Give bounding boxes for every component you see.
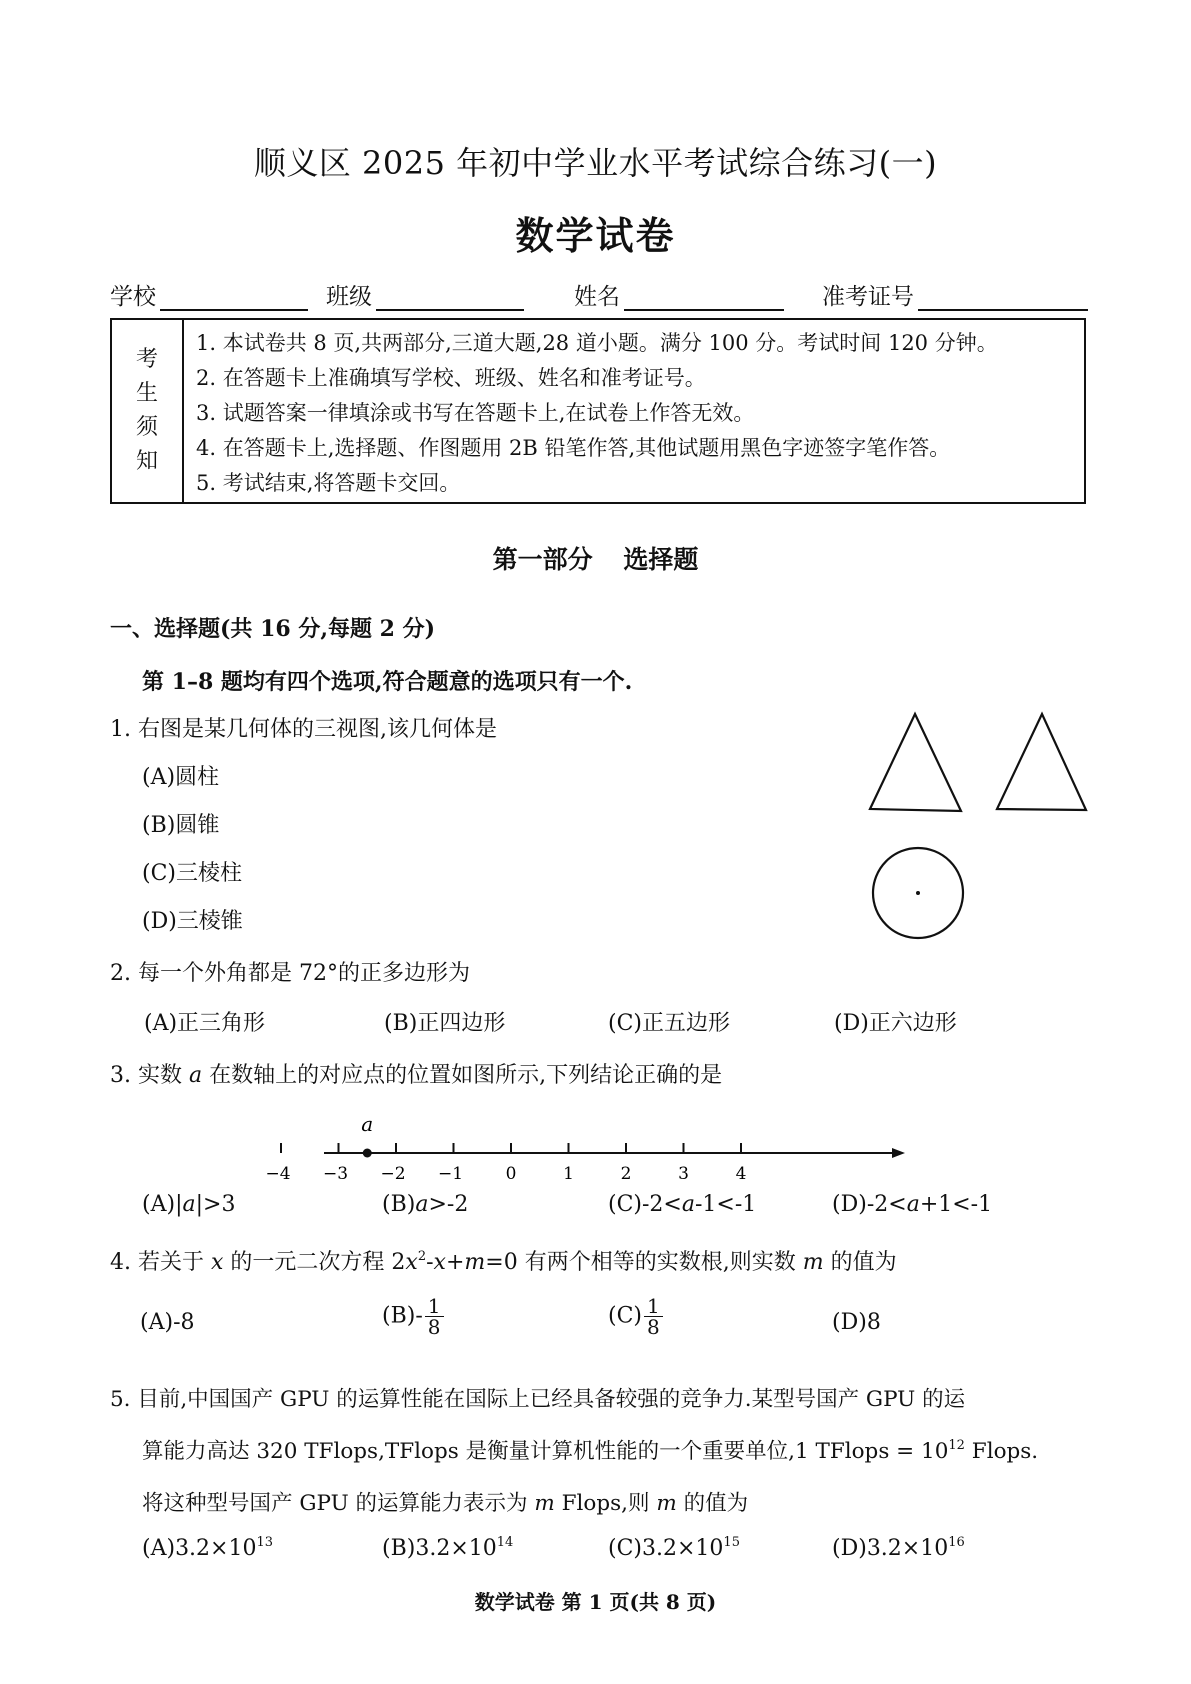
question-3-option-d[interactable] [832,1192,992,1217]
option-label: (B) [382,1192,416,1217]
notice-side-char: 知 [135,449,158,474]
option-text: |>3 [195,1192,236,1217]
variable-m: m [464,1250,486,1275]
exam-id-blank[interactable] [918,283,1088,311]
exponent: 15 [723,1535,740,1550]
question-4-option-d[interactable] [832,1310,881,1335]
candidate-notice-box [110,318,1086,504]
stem-text: 在数轴上的对应点的位置如图所示,下列结论正确的是 [209,1063,723,1088]
question-1-option-b[interactable]: (B)圆锥 [142,813,220,838]
fraction [425,1296,444,1337]
number-line-tick-label: −3 [322,1164,349,1184]
stem-text: 将这种型号国产 GPU 的运算能力表示为 [142,1491,528,1516]
stem-text: 的值为 [830,1250,897,1275]
question-2-option-c[interactable]: (C)正五边形 [608,1011,730,1036]
page-footer: 数学试卷 第 1 页(共 8 页) [474,1590,717,1614]
variable-x: x [405,1250,418,1275]
operator: - [426,1250,434,1275]
question-4-stem [110,1245,897,1276]
option-text: -1<-1 [695,1192,757,1217]
option-base: 3.2×10 [415,1536,497,1561]
name-label: 姓名 [574,284,620,310]
notice-item: 3. 试题答案一律填涂或书写在答题卡上,在试卷上作答无效。 [196,401,755,425]
notice-item: 4. 在答题卡上,选择题、作图题用 2B 铅笔作答,其他试题用黑色字迹签字笔作答。 [196,436,951,460]
notice-item: 2. 在答题卡上准确填写学校、班级、姓名和准考证号。 [196,366,706,390]
option-label: (A) [142,1192,176,1217]
exponent: 14 [496,1535,514,1550]
notice-side-char: 生 [135,381,158,406]
option-label: (D) [832,1536,867,1561]
three-view-figure [840,690,1100,940]
question-3-stem [110,1058,722,1089]
exam-subtitle: 数学试卷 [515,213,676,258]
option-label: (C) [608,1303,642,1329]
question-3-option-a[interactable] [142,1192,235,1217]
variable-a: a [415,1192,429,1217]
student-info-fields [110,278,1090,314]
school-blank[interactable] [160,283,308,311]
question-1-option-a[interactable]: (A)圆柱 [142,765,220,790]
notice-item: 1. 本试卷共 8 页,共两部分,三道大题,28 道小题。满分 100 分。考试时间 120 分钟。 [196,331,998,355]
question-5-option-a[interactable] [142,1535,273,1561]
name-blank[interactable] [624,283,784,311]
question-5-option-c[interactable] [608,1535,740,1561]
front-view-triangle [870,714,961,811]
notice-list [196,326,998,501]
question-3-option-b[interactable] [382,1192,468,1217]
side-view-triangle [997,714,1086,810]
option-text: -2< [866,1192,907,1217]
question-4-option-b[interactable] [382,1296,444,1337]
operator: + [445,1250,465,1275]
option-sign: - [415,1303,423,1329]
number-line-tick-label: 3 [678,1164,689,1184]
number-line-tick-label: 1 [563,1164,574,1184]
part-heading: 第一部分 选择题 [492,545,699,574]
class-field[interactable] [326,278,524,311]
exponent: 12 [948,1438,965,1453]
question-1-stem: 1. 右图是某几何体的三视图,该几何体是 [110,717,497,742]
school-label: 学校 [110,284,156,310]
option-label: (A) [142,1536,176,1561]
option-text: -2< [642,1192,682,1217]
number-line-arrow [892,1148,905,1158]
question-4-option-a[interactable] [140,1310,195,1335]
option-label: (B) [382,1303,416,1329]
variable-a: a [188,1063,203,1088]
circle-center-dot [916,891,920,895]
question-5-line-3 [142,1486,748,1517]
number-line-tick-label: −2 [380,1164,406,1184]
option-label: (B) [382,1536,416,1561]
question-1-option-c[interactable]: (C)三棱柱 [142,861,242,886]
option-text: >-2 [428,1192,469,1217]
option-value: -8 [173,1310,195,1335]
number-line-tick-label: 4 [735,1164,747,1184]
stem-text: Flops. [964,1439,1039,1464]
stem-text: 算能力高达 320 TFlops,TFlops 是衡量计算机性能的一个重要单位,1 TFlops = 10 [142,1439,949,1464]
exam-title: 顺义区 2025 年初中学业水平考试综合练习(一) [253,144,938,182]
option-label: (A) [140,1310,174,1335]
number-line-tick-label: −4 [265,1164,291,1184]
number-line-tick-label: −1 [437,1164,464,1184]
question-5-option-b[interactable] [382,1535,513,1561]
exam-id-field[interactable] [822,278,1088,311]
section-instruction: 第 1–8 题均有四个选项,符合题意的选项只有一个. [142,669,633,695]
variable-m: m [534,1491,555,1516]
question-5-line-2 [142,1434,1038,1465]
question-2-option-a[interactable]: (A)正三角形 [144,1011,266,1036]
question-2-option-d[interactable]: (D)正六边形 [834,1011,957,1036]
numerator: 1 [644,1296,663,1317]
question-3-option-c[interactable] [608,1192,756,1217]
notice-side-label [112,320,184,502]
exponent: 13 [256,1535,274,1550]
variable-x: x [210,1250,224,1275]
variable-a: a [182,1192,196,1217]
point-a-label: a [361,1112,374,1136]
name-field[interactable] [574,278,784,311]
option-label: (C) [608,1192,642,1217]
notice-item: 5. 考试结束,将答题卡交回。 [196,471,461,495]
variable-x: x [433,1250,446,1275]
stem-text: Flops,则 [554,1491,650,1516]
option-label: (D) [832,1310,867,1335]
stem-text: 4. 若关于 [110,1250,204,1275]
question-4-option-c[interactable] [608,1296,663,1337]
stem-text: =0 有两个相等的实数根,则实数 [485,1250,796,1275]
question-2-option-b[interactable]: (B)正四边形 [384,1011,506,1036]
option-text: | [175,1192,183,1217]
variable-m: m [656,1491,677,1516]
question-1-option-d[interactable]: (D)三棱锥 [142,909,243,934]
option-base: 3.2×10 [175,1536,257,1561]
stem-text: 的一元二次方程 2 [230,1250,406,1275]
number-line-tick-label: 2 [620,1164,632,1184]
notice-side-char: 须 [135,415,158,440]
exponent: 2 [417,1249,427,1264]
class-blank[interactable] [376,283,524,311]
point-a [363,1149,372,1158]
fraction [644,1296,663,1337]
question-5-option-d[interactable] [832,1535,965,1561]
exponent: 16 [948,1535,965,1550]
stem-text: 的值为 [683,1491,749,1516]
exam-id-label: 准考证号 [822,284,914,310]
option-text: +1<-1 [919,1192,993,1217]
variable-a: a [906,1192,920,1217]
option-base: 3.2×10 [866,1536,949,1561]
number-line [265,1100,910,1184]
section-title: 一、选择题(共 16 分,每题 2 分) [110,616,436,642]
question-2-stem: 2. 每一个外角都是 72°的正多边形为 [110,961,470,986]
denominator: 8 [647,1315,660,1339]
notice-side-char: 考 [135,347,158,372]
option-label: (D) [832,1192,867,1217]
variable-m: m [802,1250,824,1275]
stem-text: 3. 实数 [110,1063,182,1088]
class-label: 班级 [326,284,372,310]
variable-a: a [681,1192,695,1217]
denominator: 8 [427,1315,441,1339]
school-field[interactable] [110,278,308,311]
option-value: 8 [866,1310,881,1335]
numerator: 1 [425,1296,444,1317]
question-5-line-1: 5. 目前,中国国产 GPU 的运算性能在国际上已经具备较强的竞争力.某型号国产 GPU 的运 [110,1387,966,1412]
option-base: 3.2×10 [642,1536,724,1561]
option-label: (C) [608,1536,642,1561]
number-line-tick-label: 0 [505,1164,517,1184]
